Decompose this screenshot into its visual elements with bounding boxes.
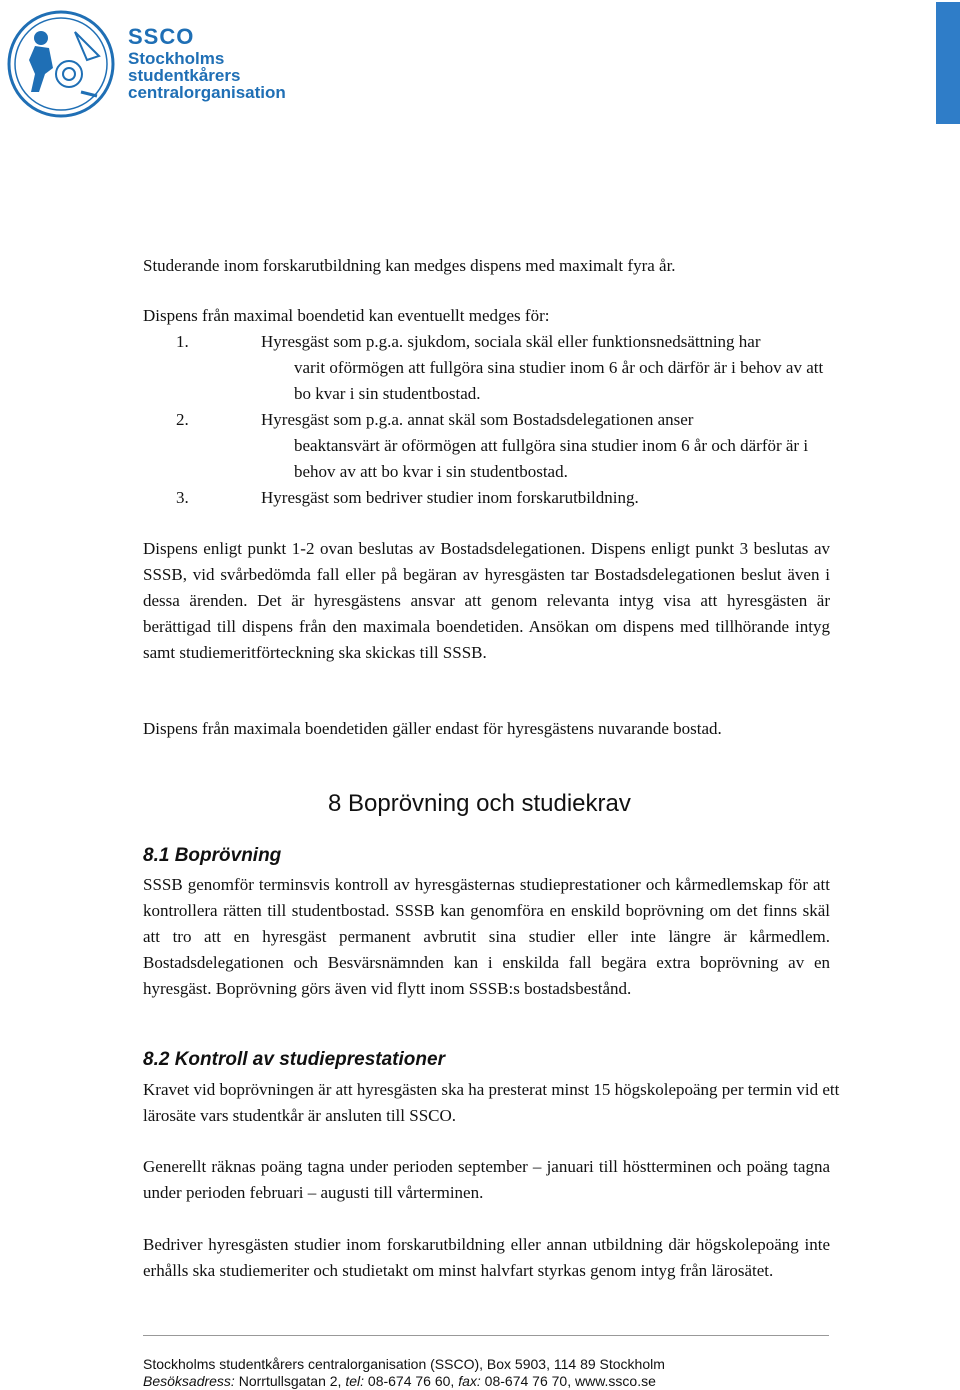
paragraph-decision-responsibility: Dispens enligt punkt 1-2 ovan beslutas av Bostadsdelegationen. Dispens enligt punkt 3 beslutas av SSSB, vid svårbedömda fall eller på begäran av hyresgästen tar Bostadsdelegationen beslut även i dessa ärenden. Det är hyresgästens ansvar att genom relevanta intyg visa att hyresgästen är berättigad till dispens från den maximala boendetiden. Ansökan om dispens med tillhörande intyg samt studiemeritförteckning ska skickas till SSSB. [143,539,830,662]
org-name-line-2: studentkårers [128,66,241,85]
paragraph-doctoral-studies: Bedriver hyresgästen studier inom forskarutbildning eller annan utbildning där högskolepoäng inte erhålls ska studiemeriter och studietakt om minst halvfart styrkas genom intyg från lärosätet. [143,1235,830,1280]
footer-fax-value: 08-674 76 70, www.ssco.se [480,1373,656,1389]
list-number-2: 2. [176,410,189,429]
footer-visit-label: Besöksadress: [143,1373,235,1389]
seal-figure-icon [5,8,117,120]
list-item-2-continuation: beaktansvärt är oförmögen att fullgöra sina studier inom 6 år och därför är i behov av att bo kvar i sin studentbostad. [294,436,809,481]
subsection-heading-8-2: 8.2 Kontroll av studieprestationer [143,1049,445,1070]
org-name-line-3: centralorganisation [128,83,286,102]
paragraph-credit-requirement: Kravet vid boprövningen är att hyresgästen ska ha presterat minst 15 högskolepoäng per termin vid ett lärosäte vars studentkår är ansluten till SSCO. [143,1080,840,1125]
list-number-1: 1. [176,332,189,351]
footer-divider [143,1335,829,1336]
organization-logo-text [128,24,286,101]
org-short-name: SSCO [128,24,195,49]
footer-address-line: Stockholms studentkårers centralorganisation (SSCO), Box 5903, 114 89 Stockholm [143,1356,665,1372]
list-item-2-first-line: Hyresgäst som p.g.a. annat skäl som Bostadsdelegationen anser [261,410,694,429]
section-heading-8: 8 Boprövning och studiekrav [328,790,631,817]
footer-visit-value: Norrtullsgatan 2, [234,1373,346,1389]
list-item-3-first-line: Hyresgäst som bedriver studier inom forskarutbildning. [261,488,639,507]
footer-contact-line [143,1372,656,1390]
list-number-3: 3. [176,488,189,507]
paragraph-credit-periods: Generellt räknas poäng tagna under perioden september – januari till höstterminen och poäng tagna under perioden februari – augusti till vårterminen. [143,1157,830,1202]
footer-fax-label: fax: [458,1373,481,1389]
paragraph-current-residence: Dispens från maximala boendetiden gäller endast för hyresgästens nuvarande bostad. [143,719,722,738]
paragraph-doctoral-dispensation: Studerande inom forskarutbildning kan medges dispens med maximalt fyra år. [143,256,676,275]
paragraph-residency-review: SSSB genomför terminsvis kontroll av hyresgästernas studieprestationer och kårmedlemskap för att kontrollera rätten till studentbostad. SSSB kan genomföra en enskild boprövning om det finns skäl att tro att en hyresgäst permanent avbrutit sina studier eller inte längre är kårmedlem. Bostadsdelegationen och Besvärsnämnden kan i enskilda fall begära extra boprövning av en hyresgäst. Boprövning görs även vid flytt inom SSSB:s bostadsbestånd. [143,875,830,998]
subsection-heading-8-1: 8.1 Boprövning [143,845,282,866]
org-name-line-1: Stockholms [128,49,225,68]
paragraph-dispensation-intro: Dispens från maximal boendetid kan eventuellt medges för: [143,306,550,325]
footer-tel-label: tel: [345,1373,365,1389]
list-item-1-first-line: Hyresgäst som p.g.a. sjukdom, sociala skäl eller funktionsnedsättning har [261,332,761,351]
footer-tel-value: 08-674 76 60, [364,1373,459,1389]
list-item-1-continuation: varit oförmögen att fullgöra sina studier inom 6 år och därför är i behov av att bo kvar i sin studentbostad. [294,358,824,403]
decorative-blue-bar [936,2,960,124]
